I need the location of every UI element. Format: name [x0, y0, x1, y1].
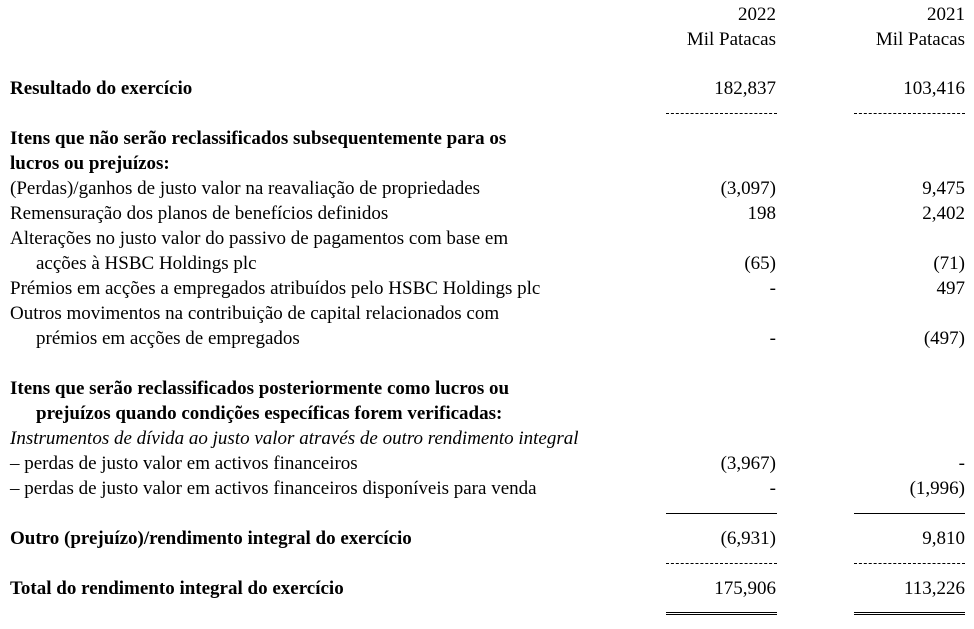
row-label: prémios em acções de empregados: [36, 328, 300, 349]
value-2022: 182,837: [714, 78, 776, 99]
dashed-rule-2021: [854, 113, 965, 114]
row-alteracoes: [0, 251, 974, 276]
value-2022: (3,097): [720, 178, 776, 199]
value-2021: 2,402: [922, 203, 965, 224]
section-heading-reclassified: [0, 376, 974, 401]
value-2021: 9,810: [922, 528, 965, 549]
row-label: acções à HSBC Holdings plc: [36, 253, 257, 274]
row-label: Alterações no justo valor do passivo de pagamentos com base em: [10, 228, 509, 249]
value-2022: (6,931): [720, 528, 776, 549]
row-resultado: [0, 76, 974, 101]
double-rule-2022: [666, 612, 777, 615]
value-2021: 9,475: [922, 178, 965, 199]
row-perdas-disponiveis: [0, 476, 974, 501]
row-label: Outros movimentos na contribuição de capital relacionados com: [10, 303, 500, 324]
subheading-instrumentos: Instrumentos de dívida ao justo valor através de outro rendimento integral: [10, 428, 579, 449]
value-2021: 103,416: [903, 78, 965, 99]
row-label: Prémios em acções a empregados atribuídos pelo HSBC Holdings plc: [10, 278, 541, 299]
section-heading-line1: Itens que serão reclassificados posteriormente como lucros ou: [10, 378, 510, 399]
double-rule-2021: [854, 612, 965, 615]
section-heading-line1: Itens que não serão reclassificados subsequentemente para os: [10, 128, 507, 149]
row-instrumentos: [0, 426, 974, 451]
value-2022: (3,967): [720, 453, 776, 474]
value-2022: 198: [747, 203, 776, 224]
value-2021: 113,226: [903, 578, 965, 599]
dashed-rule-2022: [666, 113, 777, 114]
unit-2021-heading: Mil Patacas: [875, 29, 965, 50]
year-2021-heading: 2021: [927, 4, 965, 25]
row-outros-line1: [0, 301, 974, 326]
row-label: – perdas de justo valor em activos financeiros: [10, 453, 358, 474]
row-label: Remensuração dos planos de benefícios definidos: [10, 203, 389, 224]
value-2022: -: [769, 328, 776, 349]
row-label: (Perdas)/ganhos de justo valor na reavaliação de propriedades: [10, 178, 481, 199]
row-label: Resultado do exercício: [10, 78, 193, 99]
row-label: Total do rendimento integral do exercício: [10, 578, 344, 599]
dashed-rule-2021: [854, 563, 965, 564]
dashed-rule-2022: [666, 563, 777, 564]
year-2022-heading: 2022: [738, 4, 776, 25]
solid-rule-2021: [854, 513, 965, 514]
value-2022: (65): [744, 253, 776, 274]
solid-rule-2022: [666, 513, 777, 514]
section-heading-not-reclassified: [0, 126, 974, 151]
value-2022: -: [769, 278, 776, 299]
header-units-row: [0, 27, 974, 52]
row-outros: [0, 326, 974, 351]
value-2021: (71): [933, 253, 965, 274]
section-heading-not-reclassified-2: [0, 151, 974, 176]
row-label: Outro (prejuízo)/rendimento integral do exercício: [10, 528, 412, 549]
row-remensuracao: [0, 201, 974, 226]
value-2022: -: [769, 478, 776, 499]
section-heading-line2: lucros ou prejuízos:: [10, 153, 170, 174]
row-alteracoes-line1: [0, 226, 974, 251]
row-premios: [0, 276, 974, 301]
value-2021: (1,996): [909, 478, 965, 499]
header-years-row: [0, 2, 974, 27]
row-total: [0, 576, 974, 601]
value-2021: 497: [936, 278, 965, 299]
unit-2022-heading: Mil Patacas: [686, 29, 776, 50]
row-label: – perdas de justo valor em activos financeiros disponíveis para venda: [10, 478, 537, 499]
row-outro-rendimento: [0, 526, 974, 551]
value-2021: (497): [923, 328, 965, 349]
row-perdas-activos: [0, 451, 974, 476]
row-perdas-ganhos: [0, 176, 974, 201]
value-2021: -: [958, 453, 965, 474]
section-heading-reclassified-2: [0, 401, 974, 426]
section-heading-line2: prejuízos quando condições específicas forem verificadas:: [36, 403, 503, 424]
value-2022: 175,906: [714, 578, 776, 599]
